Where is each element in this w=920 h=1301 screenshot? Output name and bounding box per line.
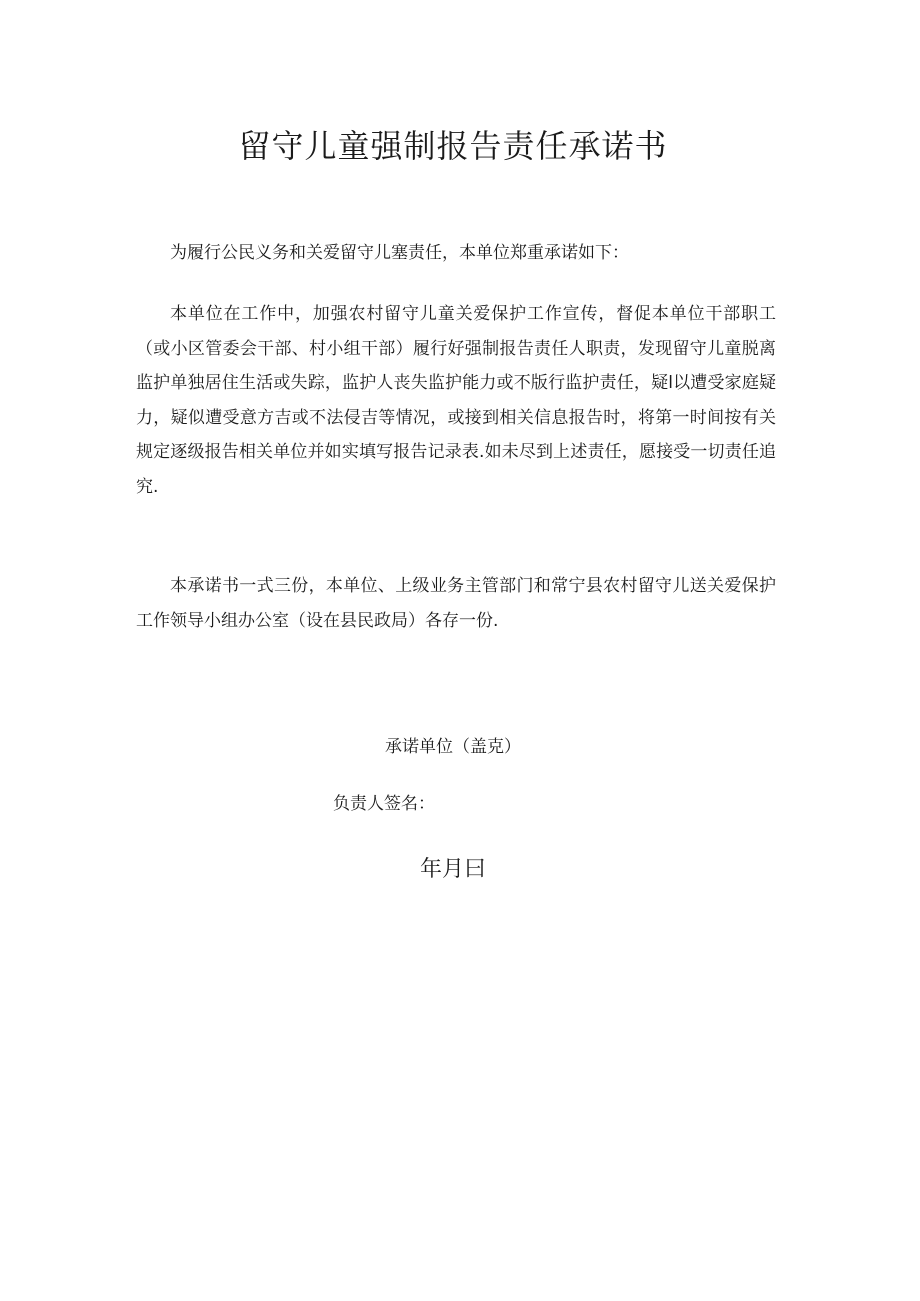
signature-date-label: 年月曰: [420, 857, 487, 882]
commitment-paragraph: 本单位在工作中，加强农村留守儿童关爱保护工作宣传，督促本单位干部职工（或小区管委会干部、村小组干部）履行好强制报告责任人职责，发现留守儿童脱离监护单独居住生活或失踪，监护人丧失监护能力或不版行监护责任，疑l以遭受家庭疑力，疑似遭受意方吉或不法侵吉等情况，或接到相关信息报告时，将第一时间按有关规定逐级报告相关单位并如实填写报告记录表.如未尽到上述责任，愿接受一切责任追究.: [136, 304, 776, 497]
intro-paragraph: 为履行公民义务和关爱留守儿塞责任，本单位郑重承诺如下：: [170, 243, 629, 263]
signature-unit-label: 承诺单位（盖克）: [385, 737, 521, 757]
document-title: 留守儿童强制报告责任承诺书: [238, 127, 668, 165]
signature-person-label: 负责人签名：: [333, 794, 435, 814]
copies-paragraph: 本承诺书一式三份，本单位、上级业务主管部门和常宁县农村留守儿送关爱保护工作领导小组办公室（设在县民政局）各存一份.: [136, 576, 776, 631]
